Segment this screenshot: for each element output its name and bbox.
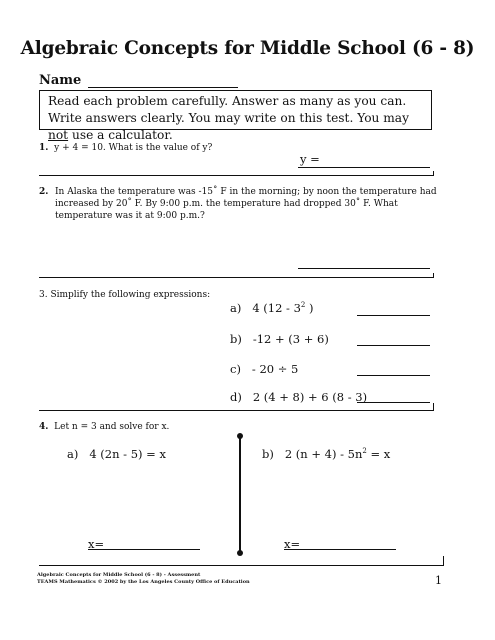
question-4-divider-tick (443, 556, 444, 566)
question-3c-expr: - 20 ÷ 5 (251, 362, 299, 376)
question-3a-exponent: 2 (300, 301, 306, 310)
question-3-divider (39, 410, 433, 411)
question-1-answer-line[interactable] (298, 167, 430, 168)
question-4b-expr-end: = x (366, 447, 391, 461)
question-1-number: 1. (39, 143, 49, 153)
instructions-box (39, 90, 432, 142)
question-2-divider (39, 277, 433, 278)
question-3c-answer-line[interactable] (357, 375, 430, 376)
question-3b-answer-line[interactable] (357, 345, 430, 346)
question-4-text: Let n = 3 and solve for x. (54, 422, 170, 432)
question-2-text: In Alaska the temperature was -15˚ F in the morning; by noon the temperature had increased by 20˚ F. By 9:00 p.m. the temperature had dropped 30˚ F. What temperature was it at 9:00 p.m.? (55, 187, 437, 221)
question-3-divider-tick (433, 403, 434, 411)
page-number: 1 (435, 574, 442, 587)
question-4-number: 4. (39, 422, 49, 432)
instructions-text: Read each problem carefully. Answer as many as you can. Write answers clearly. You may write on this test. You may (48, 94, 409, 125)
question-3b-expr: -12 + (3 + 6) (252, 332, 329, 346)
instructions-emphasis: not (48, 128, 69, 142)
question-3a (230, 301, 314, 315)
divider-bottom-dot (237, 550, 243, 556)
question-4a-expr: 4 (2n - 5) = x (89, 447, 166, 461)
name-label: Name (39, 73, 82, 88)
question-4a-answer-line[interactable] (88, 549, 200, 550)
question-1-text: y + 4 = 10. What is the value of y? (54, 143, 213, 153)
question-3c (230, 362, 298, 376)
question-3d-expr: 2 (4 + 8) + 6 (8 - 3) (252, 390, 368, 404)
page-title: Algebraic Concepts for Middle School (6 - 8) (20, 38, 475, 59)
question-4b-answer-label: x= (284, 537, 301, 551)
instructions-text-end: use a calculator. (68, 128, 173, 142)
question-3b (230, 332, 329, 346)
question-1 (39, 143, 212, 153)
question-2-divider-tick (433, 273, 434, 278)
question-1-divider-tick (433, 171, 434, 176)
question-4b-answer-line[interactable] (284, 549, 396, 550)
question-4a-label: a) (67, 447, 79, 461)
question-2-number: 2. (39, 187, 49, 197)
question-3d (230, 390, 367, 404)
question-3a-answer-line[interactable] (357, 315, 430, 316)
question-4-divider (39, 565, 443, 566)
question-2-answer-line[interactable] (298, 268, 430, 269)
question-4b (262, 447, 390, 461)
footer-line-1: Algebraic Concepts for Middle School (6 - 8) - Assessment (37, 572, 201, 578)
question-4b-label: b) (262, 447, 274, 461)
question-2 (39, 186, 439, 222)
question-1-answer-label: y = (300, 152, 320, 166)
question-4b-expr: 2 (n + 4) - 5n (284, 447, 363, 461)
question-3c-label: c) (230, 362, 241, 376)
question-4a (67, 447, 166, 461)
question-4-vertical-divider (239, 436, 241, 553)
question-3a-label: a) (230, 301, 242, 315)
question-3a-expr-end: ) (305, 301, 314, 315)
question-4a-answer-label: x= (88, 537, 105, 551)
question-3b-label: b) (230, 332, 242, 346)
question-3d-answer-line[interactable] (357, 402, 430, 403)
question-1-divider (39, 175, 433, 176)
name-field-line[interactable] (88, 87, 238, 88)
question-4 (39, 422, 169, 432)
question-3-text: 3. Simplify the following expressions: (39, 290, 211, 300)
question-4b-exponent: 2 (362, 447, 367, 456)
question-3d-label: d) (230, 390, 242, 404)
footer-line-2: TEAMS Mathematics © 2002 by the Los Angeles County Office of Education (37, 579, 250, 585)
footer (37, 572, 250, 586)
question-3a-expr: 4 (12 - 3 (252, 301, 301, 315)
